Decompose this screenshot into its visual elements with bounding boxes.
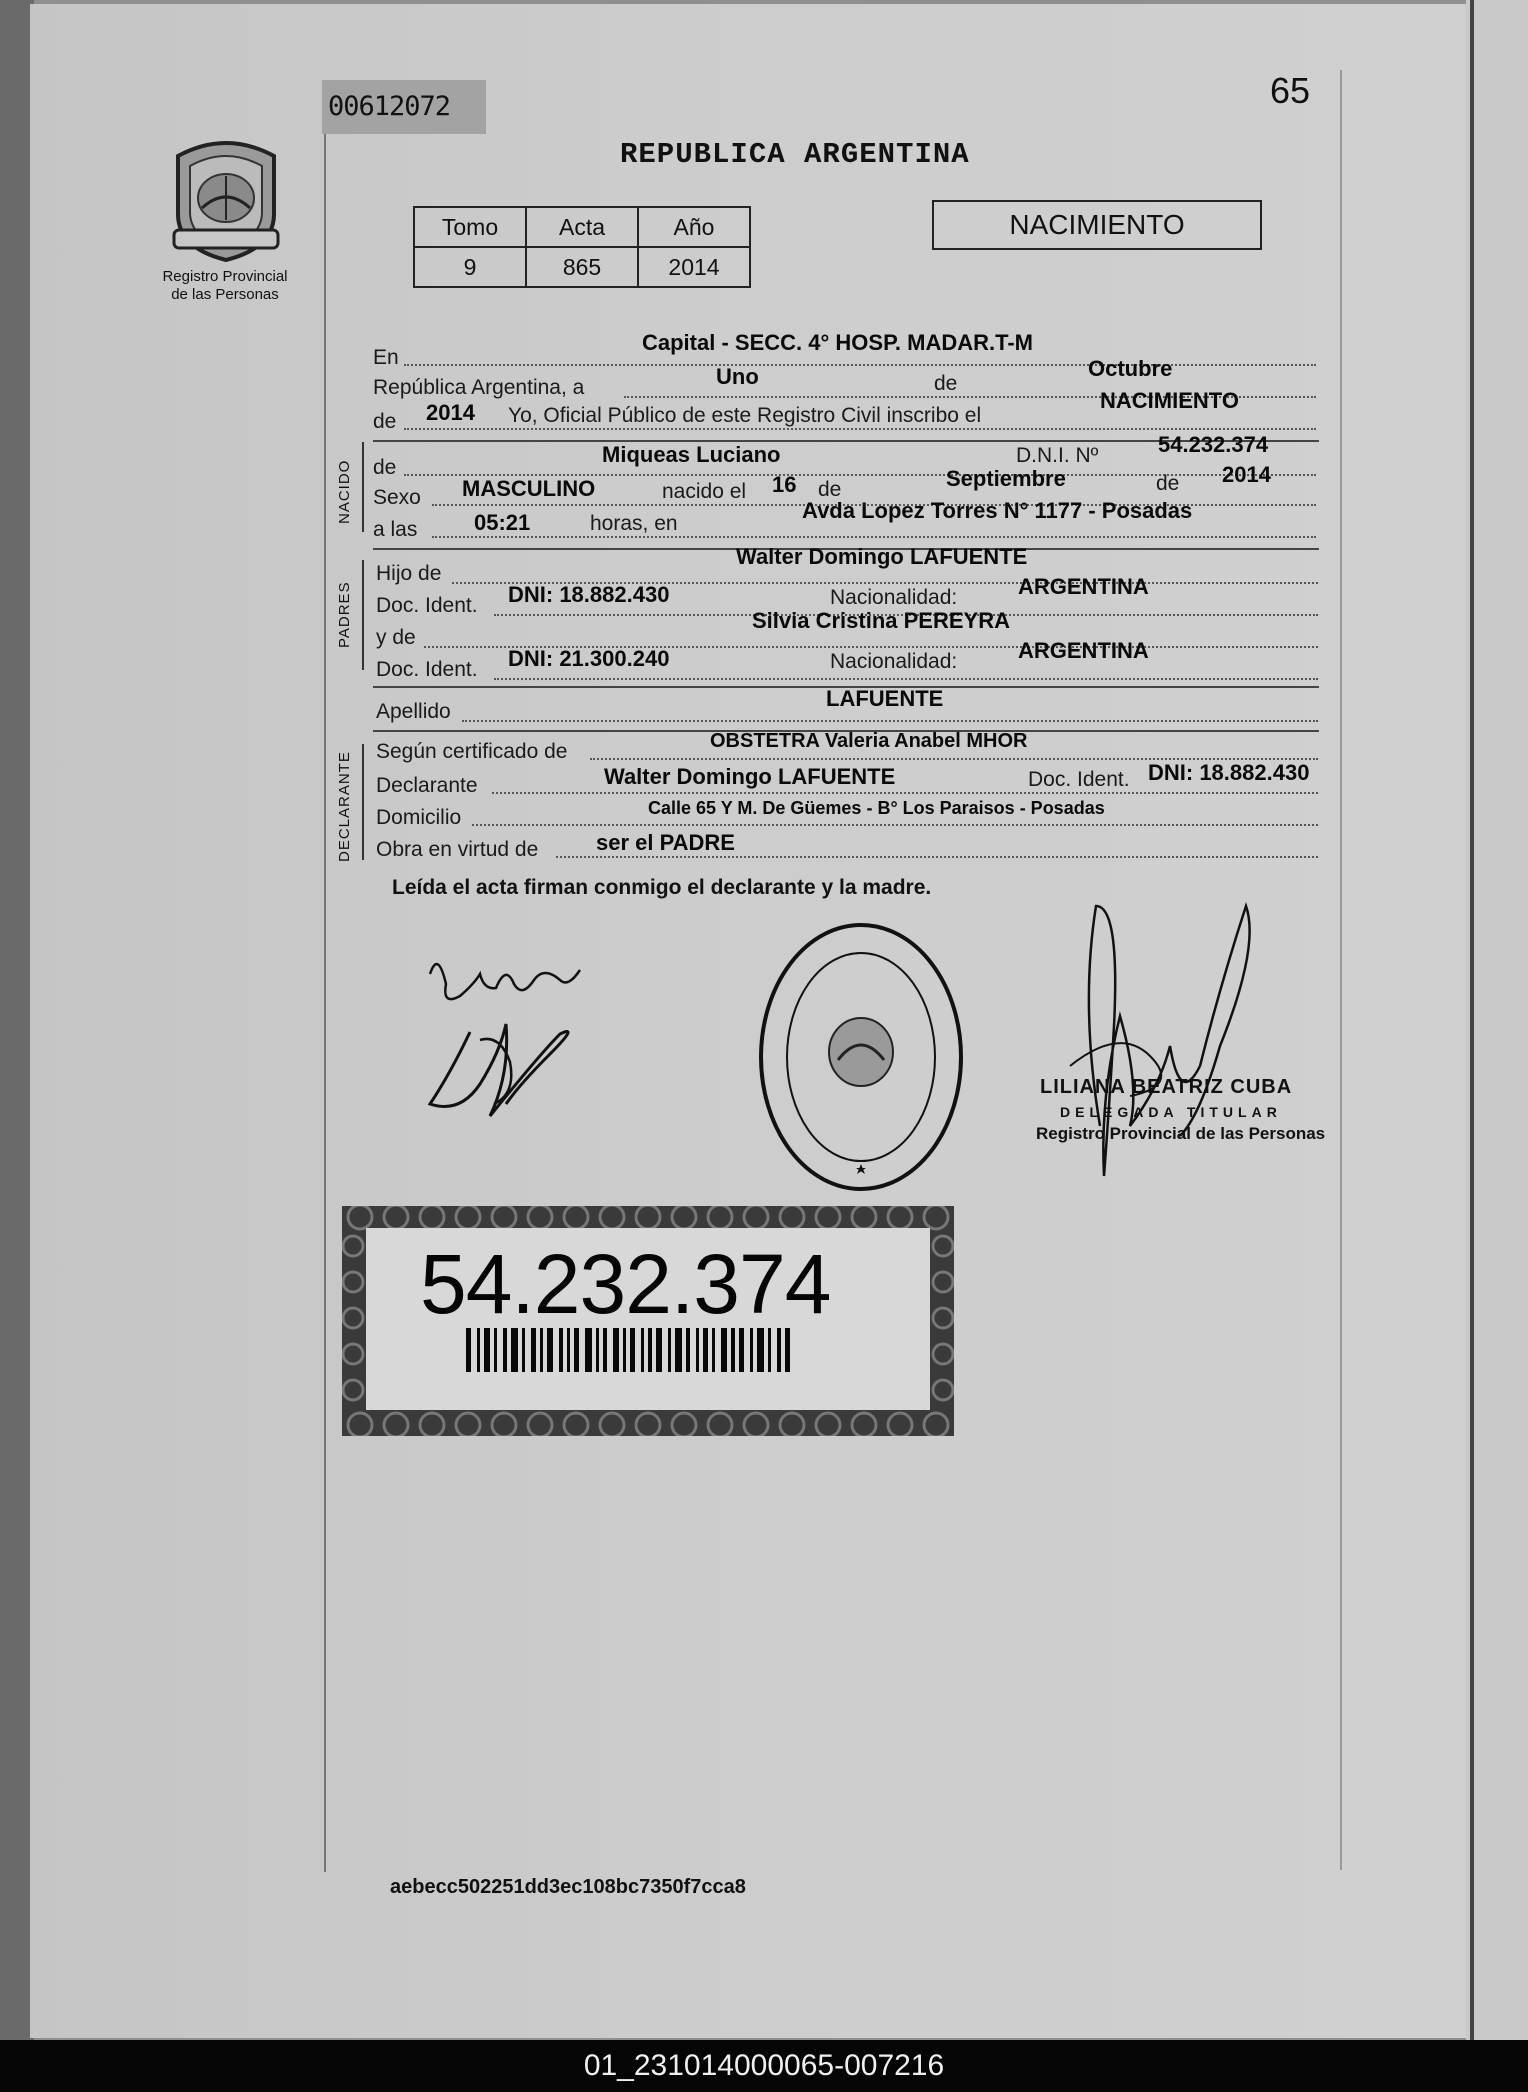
de-label: de xyxy=(1156,472,1180,495)
month-value: Octubre xyxy=(1088,356,1173,381)
child-name: Miqueas Luciano xyxy=(602,442,781,467)
section-bracket xyxy=(362,744,364,860)
sheet-edge-shadow xyxy=(1470,0,1474,2040)
padres-section-label: PADRES xyxy=(336,581,353,648)
mother-nationality: ARGENTINA xyxy=(1018,638,1149,663)
dotted-line xyxy=(432,536,1316,538)
ano-header: Año xyxy=(638,207,750,247)
nacionalidad-label: Nacionalidad: xyxy=(830,650,958,673)
surname-value: LAFUENTE xyxy=(826,686,944,711)
horas-en-label: horas, en xyxy=(590,512,678,535)
book-reference-table xyxy=(413,206,751,288)
hijo-de-label: Hijo de xyxy=(376,562,442,585)
birth-time: 05:21 xyxy=(474,510,531,535)
official-organization: Registro Provincial de las Personas xyxy=(1036,1124,1326,1143)
doc-ident-label: Doc. Ident. xyxy=(376,594,478,617)
acta-value: 865 xyxy=(526,247,638,287)
day-value: Uno xyxy=(716,364,759,389)
logo-caption xyxy=(150,268,300,304)
page-number: 65 xyxy=(1270,70,1311,111)
provincial-shield-icon xyxy=(168,136,284,262)
logo-caption-line-1: Registro Provincial xyxy=(162,268,288,285)
control-number: 00612072 xyxy=(322,80,486,134)
official-signature xyxy=(1060,886,1270,1206)
declarante-label: Declarante xyxy=(376,774,478,797)
logo-caption-line-2: de las Personas xyxy=(171,286,279,303)
dni-label: D.N.I. Nº xyxy=(1016,444,1099,467)
scan-right-strip xyxy=(1466,0,1528,2040)
document-hash: aebecc502251dd3ec108bc7350f7cca8 xyxy=(390,1876,746,1898)
de-label: de xyxy=(934,372,958,395)
father-nationality: ARGENTINA xyxy=(1018,574,1149,599)
declarant-doc: DNI: 18.882.430 xyxy=(1148,760,1310,785)
barcode-number: 54.232.374 xyxy=(420,1237,831,1331)
official-name: LILIANA BEATRIZ CUBA xyxy=(1040,1076,1293,1098)
acta-header: Acta xyxy=(526,207,638,247)
dotted-line xyxy=(492,792,1318,794)
scan-id-bar xyxy=(0,2040,1528,2092)
obra-value: ser el PADRE xyxy=(596,830,735,855)
doc-ident-label: Doc. Ident. xyxy=(1028,768,1130,791)
certificado-label: Según certificado de xyxy=(376,740,568,763)
section-bracket xyxy=(362,442,364,532)
place-value: Capital - SECC. 4° HOSP. MADAR.T-M xyxy=(642,330,1033,355)
de2-label: de xyxy=(373,410,397,433)
nacido-de-label: de xyxy=(373,456,397,479)
nacido-section-label: NACIDO xyxy=(336,459,353,524)
official-title: DELEGADA TITULAR xyxy=(1060,1104,1282,1120)
dotted-line xyxy=(472,824,1318,826)
father-doc: DNI: 18.882.430 xyxy=(508,582,670,607)
scan-id: 01_231014000065-007216 xyxy=(583,2049,945,2082)
section-bracket xyxy=(362,560,364,670)
inscribo-value: NACIMIENTO xyxy=(1100,388,1239,413)
sex-value: MASCULINO xyxy=(462,476,596,501)
declarant-signature xyxy=(410,944,600,1134)
frame-right-rule xyxy=(1340,70,1342,1870)
birth-month: Septiembre xyxy=(946,466,1066,491)
mother-name: Silvia Cristina PEREYRA xyxy=(752,608,1010,633)
year-value: 2014 xyxy=(426,400,475,425)
obra-label: Obra en virtud de xyxy=(376,838,539,861)
doc-ident-label: Doc. Ident. xyxy=(376,658,478,681)
address-value: Calle 65 Y M. De Güemes - B° Los Paraisos - Posadas xyxy=(648,798,1105,818)
apellido-label: Apellido xyxy=(376,700,451,723)
dotted-line xyxy=(462,720,1318,722)
certificate-issuer: OBSTETRA Valeria Anabel MHOR xyxy=(710,730,1028,752)
en-label: En xyxy=(373,346,399,369)
sexo-label: Sexo xyxy=(373,486,421,509)
birth-year: 2014 xyxy=(1222,462,1271,487)
dotted-line xyxy=(494,678,1318,680)
closing-statement: Leída el acta firman conmigo el declarante y la madre. xyxy=(392,876,932,899)
dotted-line xyxy=(404,428,1316,430)
official-seal xyxy=(756,920,966,1194)
republica-label: República Argentina, a xyxy=(373,376,585,399)
act-type-box: NACIMIENTO xyxy=(932,200,1262,250)
father-name: Walter Domingo LAFUENTE xyxy=(736,544,1028,569)
yo-oficial-label: Yo, Oficial Público de este Registro Civil inscribo el xyxy=(508,404,982,427)
child-dni: 54.232.374 xyxy=(1158,432,1269,457)
nacido-el-label: nacido el xyxy=(662,480,747,503)
birth-place: Avda Lopez Torres N° 1177 - Posadas xyxy=(802,498,1193,523)
birth-day: 16 xyxy=(772,472,797,497)
frame-left-rule xyxy=(324,82,326,1872)
declarant-name: Walter Domingo LAFUENTE xyxy=(604,764,896,789)
nacionalidad-label: Nacionalidad: xyxy=(830,586,958,609)
dotted-line xyxy=(556,856,1318,858)
domicilio-label: Domicilio xyxy=(376,806,462,829)
dotted-line xyxy=(404,364,1316,366)
scan-left-edge xyxy=(0,0,34,2040)
tomo-header: Tomo xyxy=(414,207,526,247)
tomo-value: 9 xyxy=(414,247,526,287)
mother-doc: DNI: 21.300.240 xyxy=(508,646,670,671)
y-de-label: y de xyxy=(376,626,416,649)
ano-value: 2014 xyxy=(638,247,750,287)
de-label: de xyxy=(818,478,842,501)
declarante-section-label: DECLARANTE xyxy=(336,751,353,862)
a-las-label: a las xyxy=(373,518,418,541)
country-title: REPUBLICA ARGENTINA xyxy=(620,138,970,171)
